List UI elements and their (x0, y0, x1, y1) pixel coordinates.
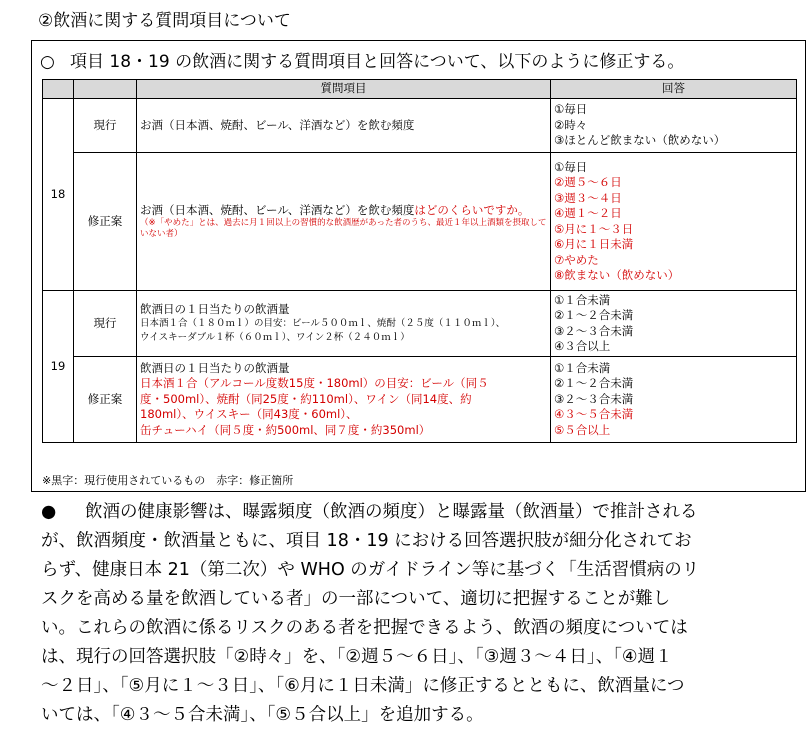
answer-list (551, 357, 797, 443)
paragraph-line: 飲酒の健康影響は、曝露頻度（飲酒の頻度）と曝露量（飲酒量）で推計される (85, 502, 698, 522)
question-line: 飲酒日の１日当たりの飲酒量 (140, 301, 290, 316)
question-line: ウイスキーダブル１杯（６０ｍｌ）、ワイン２杯（２４０ｍｌ） (140, 332, 410, 344)
answer-item: ③週３～４日 (554, 190, 622, 205)
circle-mark-icon: ○ (40, 52, 55, 72)
row-label: 現行 (74, 99, 137, 153)
question-text (137, 153, 551, 291)
answer-item: ①毎日 (554, 159, 588, 174)
answer-list (551, 291, 797, 357)
answer-item: ④週１～２日 (554, 206, 622, 220)
header-answer: 回答 (551, 80, 797, 99)
answer-list (551, 153, 797, 291)
answer-item: ⑥月に１日未満 (554, 237, 634, 251)
question-line-red: 度・500ml）、焼酎（同25度・約110ml）、ワイン（同14度、約 (140, 391, 472, 406)
answer-item: ①１合未満 (554, 360, 611, 375)
table-row (43, 153, 797, 291)
revision-box (31, 40, 806, 492)
answer-item: ④３～５合未満 (554, 407, 634, 422)
item-number: 19 (43, 291, 74, 443)
paragraph-line: い。これらの飲酒に係るリスクのある者を把握できるよう、飲酒の頻度については (41, 618, 688, 638)
question-text (137, 357, 551, 443)
paragraph-line: いては、「④３～５合未満」、「⑤５合以上」を追加する。 (41, 705, 484, 725)
header-blank-2 (74, 80, 137, 99)
paragraph-line: スクを高める量を飲酒している者」の一部について、適切に把握することが難し (41, 589, 671, 609)
paragraph-first-line (41, 498, 811, 527)
answer-item: ③ほとんど飲まない（飲めない） (554, 133, 726, 148)
question-line-red: 缶チューハイ（同５度・約500ml、同７度・約350ml） (140, 422, 431, 437)
question-line-red: 日本酒１合（アルコール度数15度・180ml）の目安：ビール（同５ (140, 376, 489, 391)
answer-item: ②週５～６日 (554, 175, 622, 189)
table-row (43, 357, 797, 443)
header-question: 質問項目 (137, 80, 551, 99)
answer-list (551, 99, 797, 153)
answer-item: ②時々 (554, 117, 588, 132)
paragraph-line: が、飲酒頻度・飲酒量ともに、項目 18・19 における回答選択肢が細分化されてお (41, 531, 692, 551)
answer-item: ④３合以上 (554, 339, 611, 353)
table-row (43, 291, 797, 357)
question-note: （※「やめた」とは、過去に月１回以上の習慣的な飲酒歴があった者のうち、最近１年以上酒類を摂取していない者） (140, 218, 547, 240)
question-text (137, 291, 551, 357)
answer-item: ③２～３合未満 (554, 391, 634, 406)
footnote: ※黒字：現行使用されているもの 赤字：修正箇所 (42, 474, 294, 487)
answer-item: ①１合未満 (554, 292, 611, 307)
section-heading: ②飲酒に関する質問項目について (38, 11, 291, 31)
question-text: お酒（日本酒、焼酎、ビール、洋酒など）を飲む頻度 (137, 99, 551, 153)
question-table (42, 79, 797, 443)
explanation-paragraph (41, 498, 811, 730)
answer-item: ②１～２合未満 (554, 308, 634, 322)
answer-item: ⑦やめた (554, 252, 599, 267)
item-number: 18 (43, 99, 74, 291)
table-header-row (43, 80, 797, 99)
question-line: 飲酒日の１日当たりの飲酒量 (140, 360, 290, 375)
table-row (43, 99, 797, 153)
answer-item: ⑧飲まない（飲めない） (554, 268, 680, 282)
answer-item: ②１～２合未満 (554, 376, 634, 391)
answer-item: ⑤月に１～３日 (554, 221, 634, 236)
box-title (40, 47, 684, 72)
bullet-icon: ● (41, 502, 57, 522)
row-label: 現行 (74, 291, 137, 357)
answer-item: ①毎日 (554, 102, 588, 117)
paragraph-line: は、現行の回答選択肢「②時々」を、「②週５～６日」、「③週３～４日」、「④週１ (41, 647, 673, 667)
answer-item: ③２～３合未満 (554, 323, 634, 338)
row-label: 修正案 (74, 357, 137, 443)
question-red: はどのくらいですか。 (414, 202, 530, 217)
question-black: お酒（日本酒、焼酎、ビール、洋酒など）を飲む頻度 (140, 202, 415, 217)
paragraph-line: らず、健康日本 21（第二次）や WHO のガイドライン等に基づく「生活習慣病のリ (41, 560, 700, 580)
header-blank-1 (43, 80, 74, 99)
question-line-red: 180ml）、ウイスキー（同43度・60ml）、 (140, 407, 358, 422)
box-title-text: 項目 18・19 の飲酒に関する質問項目と回答について、以下のように修正する。 (70, 52, 685, 72)
paragraph-line: ～２日」、「⑤月に１～３日」、「⑥月に１日未満」に修正するとともに、飲酒量につ (41, 676, 685, 696)
question-line: 日本酒１合（１８０ｍｌ）の目安：ビール５００ｍｌ、焼酎（２５度（１１０ｍｌ）、 (140, 318, 506, 330)
row-label: 修正案 (74, 153, 137, 291)
answer-item: ⑤５合以上 (554, 422, 611, 437)
